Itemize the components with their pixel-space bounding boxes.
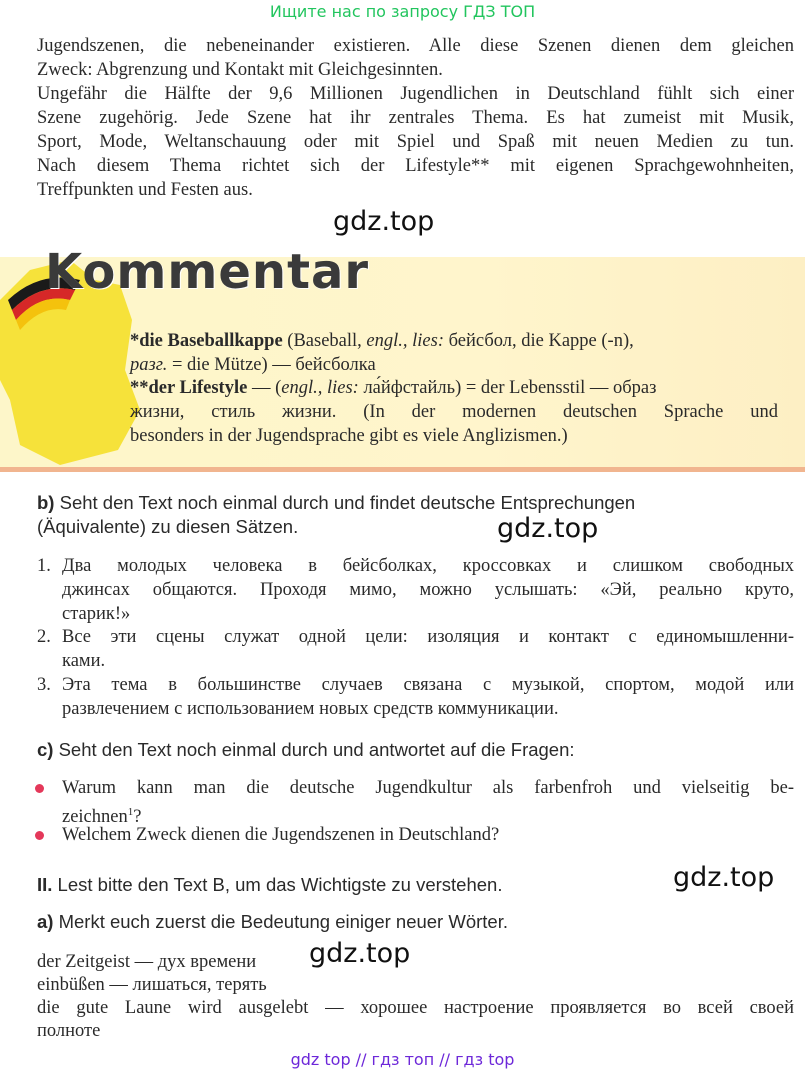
- task-a-instruction: [37, 910, 794, 934]
- note-line: [130, 377, 778, 401]
- item-number: 2.: [37, 627, 51, 647]
- footnote-mark: 1: [127, 806, 134, 818]
- item-line: джинсах общаются. Проходя мимо, можно услышать: «Эй, реально круто,: [62, 580, 794, 600]
- vocab-item: полноте: [37, 1021, 101, 1041]
- note-line: жизни, стиль жизни. (In der modernen deutschen Sprache und: [130, 402, 778, 422]
- vocab-item: einbüßen — лишаться, терять: [37, 975, 267, 995]
- note-line: [130, 354, 376, 378]
- item-line: Все эти сцены служат одной цели: изоляция и контакт с единомышленни-: [62, 627, 794, 647]
- question-line: Warum kann man die deutsche Jugendkultur als farbenfroh und vielseitig be-: [62, 778, 794, 798]
- note-text: — (: [247, 378, 282, 398]
- note-text: engl., lies:: [366, 331, 444, 351]
- question-text: zeichnen: [62, 807, 128, 828]
- task-text: Merkt euch zuerst die Bedeutung einiger neuer Wörter.: [53, 911, 508, 932]
- item-number: 3.: [37, 675, 51, 695]
- header-search-link[interactable]: Ищите нас по запросу ГДЗ ТОП: [269, 2, 536, 21]
- text-line: Nach diesem Thema richtet sich der Lifestyle** mit eigenen Sprachgewohnheiten,: [37, 156, 794, 176]
- note-text: engl., lies:: [281, 378, 359, 398]
- bullet-icon: [35, 784, 44, 793]
- item-number: 1.: [37, 556, 51, 576]
- text-line: Ungefähr die Hälfte der 9,6 Millionen Jugendlichen in Deutschland fühlt sich einer: [37, 84, 794, 104]
- task-text: Seht den Text noch einmal durch und findet deutsche Entsprechungen: [54, 492, 636, 513]
- task-text: Lest bitte den Text B, um das Wichtigste zu verstehen.: [52, 874, 503, 895]
- item-line: Два молодых человека в бейсболках, кроссовках и слишком свободных: [62, 556, 794, 576]
- note-text: ла́йфстайль) = der Lebensstil — образ: [358, 378, 657, 398]
- note-line: besonders in der Jugendsprache gibt es viele Anglizismen.): [130, 426, 568, 446]
- vocab-item: der Zeitgeist — дух времени: [37, 952, 257, 972]
- question-line: Welchem Zweck dienen die Jugendszenen in Deutschland?: [62, 825, 500, 845]
- task-label: a): [37, 911, 54, 932]
- bullet-icon: [35, 831, 44, 840]
- note-text: бейсбол, die Kappe (-n),: [444, 331, 634, 351]
- text-line: Treffpunkten und Festen aus.: [37, 180, 253, 200]
- watermark: gdz.top: [309, 938, 411, 969]
- task-label: II.: [37, 874, 53, 895]
- watermark: gdz.top: [333, 206, 435, 237]
- task-label: b): [37, 492, 55, 513]
- note-term: *die Baseballkappe: [130, 331, 283, 351]
- task-label: c): [37, 739, 54, 760]
- item-line: старик!»: [62, 604, 131, 624]
- text-line: Zweck: Abgrenzung und Kontakt mit Gleichgesinnten.: [37, 60, 443, 80]
- item-line: развлечением с использованием новых средств коммуникации.: [62, 699, 559, 719]
- task-b-instruction-2: (Äquivalente) zu diesen Sätzen.: [37, 516, 299, 537]
- note-text: разг.: [130, 355, 168, 375]
- text-line: Jugendszenen, die nebeneinander existieren. Alle diese Szenen dienen dem gleichen: [37, 36, 794, 56]
- vocab-item: die gute Laune wird ausgelebt — хорошее настроение проявляется во всей своей: [37, 998, 794, 1018]
- kommentar-title: Kommentar: [45, 244, 370, 300]
- watermark: gdz.top: [497, 513, 599, 544]
- item-line: ками.: [62, 651, 106, 671]
- task-c-instruction: [37, 738, 794, 762]
- watermark: gdz.top: [673, 862, 775, 893]
- task-text: Seht den Text noch einmal durch und antwortet auf die Fragen:: [53, 739, 575, 760]
- note-text: (Baseball,: [282, 331, 367, 351]
- task-b-instruction: [37, 491, 794, 515]
- item-line: Эта тема в большинстве случаев связана с музыкой, спортом, модой или: [62, 675, 794, 695]
- note-text: = die Mütze) — бейсболка: [167, 355, 376, 375]
- text-line: Szene zugehörig. Jede Szene hat ihr zentrales Thema. Es hat zumeist mit Musik,: [37, 108, 794, 128]
- question-text: ?: [133, 807, 142, 828]
- text-line: Sport, Mode, Weltanschauung oder mit Spiel und Spaß mit neuen Medien zu tun.: [37, 132, 794, 152]
- note-term: **der Lifestyle: [130, 378, 248, 398]
- note-line: [130, 330, 778, 354]
- footer-link[interactable]: gdz top // гдз топ // гдз top: [290, 1050, 515, 1069]
